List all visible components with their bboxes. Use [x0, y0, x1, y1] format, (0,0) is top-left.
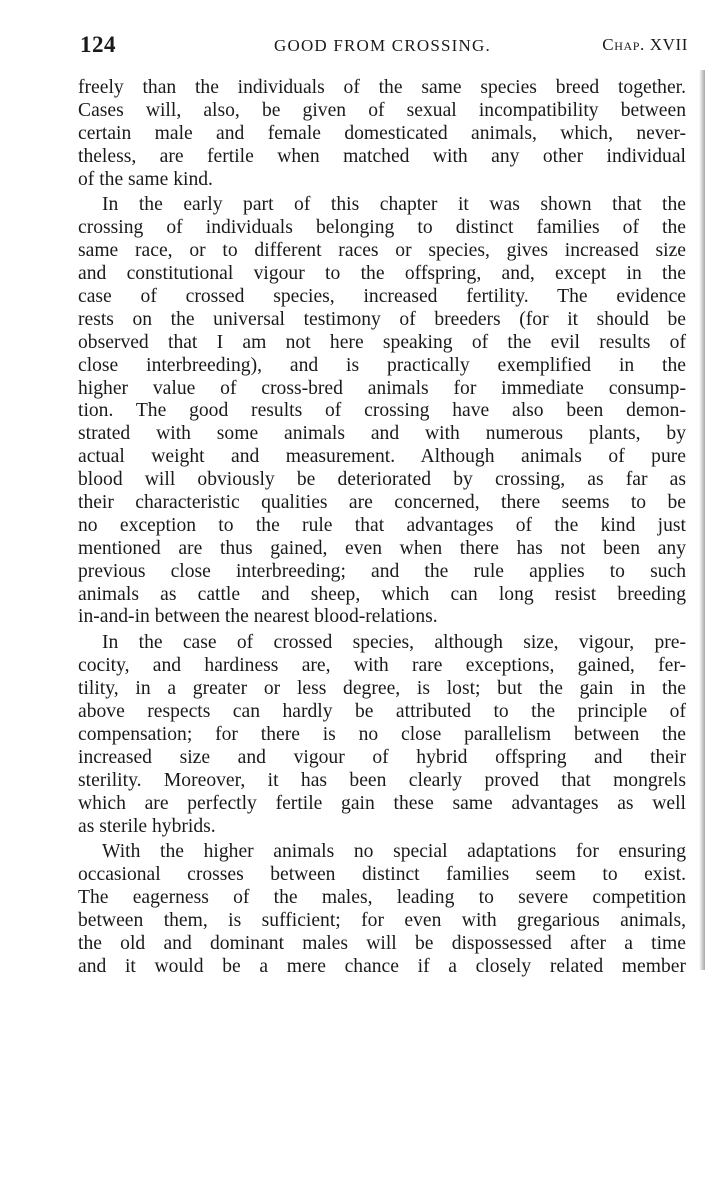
page-header — [80, 30, 688, 60]
text-line: cocity, and hardiness are, with rare exceptions, gained, fer- — [78, 655, 686, 677]
text-line: which are perfectly fertile gain these same advantages as well — [78, 792, 686, 814]
page-edge-shadow — [699, 70, 705, 970]
text-line: as sterile hybrids. — [78, 815, 216, 837]
text-line: of the same kind. — [78, 168, 213, 190]
text-line: With the higher animals no special adaptations for ensuring — [102, 841, 686, 863]
chapter-reference: Chap. XVII — [602, 35, 688, 54]
text-line: same race, or to different races or species, gives increased size — [78, 240, 686, 262]
paragraph-2 — [78, 194, 686, 629]
text-line: close interbreeding), and is practically exemplified in the — [78, 354, 686, 376]
running-head: GOOD FROM CROSSING. — [274, 36, 491, 55]
text-line: previous close interbreeding; and the rule applies to such — [78, 560, 686, 582]
text-line: crossing of individuals belonging to distinct families of the — [78, 217, 686, 239]
text-line: the old and dominant males will be dispossessed after a time — [78, 932, 686, 954]
text-line: rests on the universal testimony of breeders (for it should be — [78, 308, 686, 330]
text-line: and constitutional vigour to the offspring, and, except in the — [78, 263, 686, 285]
paragraph-3 — [78, 632, 686, 838]
text-line: mentioned are thus gained, even when there has not been any — [78, 537, 686, 559]
text-line: certain male and female domesticated animals, which, never- — [78, 122, 686, 144]
text-line: observed that I am not here speaking of the evil results of — [78, 331, 686, 353]
text-line: between them, is sufficient; for even with gregarious animals, — [78, 910, 686, 932]
text-line: strated with some animals and with numerous plants, by — [78, 423, 686, 445]
text-line: theless, are fertile when matched with any other individual — [78, 145, 686, 167]
text-line: The eagerness of the males, leading to severe competition — [78, 887, 686, 909]
text-line: case of crossed species, increased fertility. The evidence — [78, 286, 686, 308]
text-line: tility, in a greater or less degree, is lost; but the gain in the — [78, 678, 686, 700]
text-line: sterility. Moreover, it has been clearly proved that mongrels — [78, 769, 686, 791]
text-line: in-and-in between the nearest blood-relations. — [78, 606, 438, 628]
text-line: and it would be a mere chance if a closely related member — [78, 955, 686, 977]
text-line: increased size and vigour of hybrid offspring and their — [78, 746, 686, 768]
page-number: 124 — [80, 32, 116, 57]
text-line: actual weight and measurement. Although animals of pure — [78, 446, 686, 468]
text-line: higher value of cross-bred animals for immediate consump- — [78, 377, 686, 399]
text-line: blood will obviously be deteriorated by crossing, as far as — [78, 469, 686, 491]
text-line: freely than the individuals of the same species breed together. — [78, 77, 686, 98]
text-line: no exception to the rule that advantages of the kind just — [78, 514, 686, 536]
body-text — [78, 77, 686, 979]
paragraph-1 — [78, 77, 686, 191]
text-line: occasional crosses between distinct families seem to exist. — [78, 864, 686, 886]
paragraph-4 — [78, 841, 686, 978]
text-line: Cases will, also, be given of sexual incompatibility between — [78, 99, 686, 121]
text-line: their characteristic qualities are concerned, there seems to be — [78, 492, 686, 514]
text-line: above respects can hardly be attributed to the principle of — [78, 701, 686, 723]
text-line: animals as cattle and sheep, which can long resist breeding — [78, 583, 686, 605]
text-line: In the early part of this chapter it was shown that the — [102, 194, 686, 216]
text-line: tion. The good results of crossing have also been demon- — [78, 400, 686, 422]
text-line: compensation; for there is no close parallelism between the — [78, 723, 686, 745]
text-line: In the case of crossed species, although size, vigour, pre- — [102, 632, 686, 654]
